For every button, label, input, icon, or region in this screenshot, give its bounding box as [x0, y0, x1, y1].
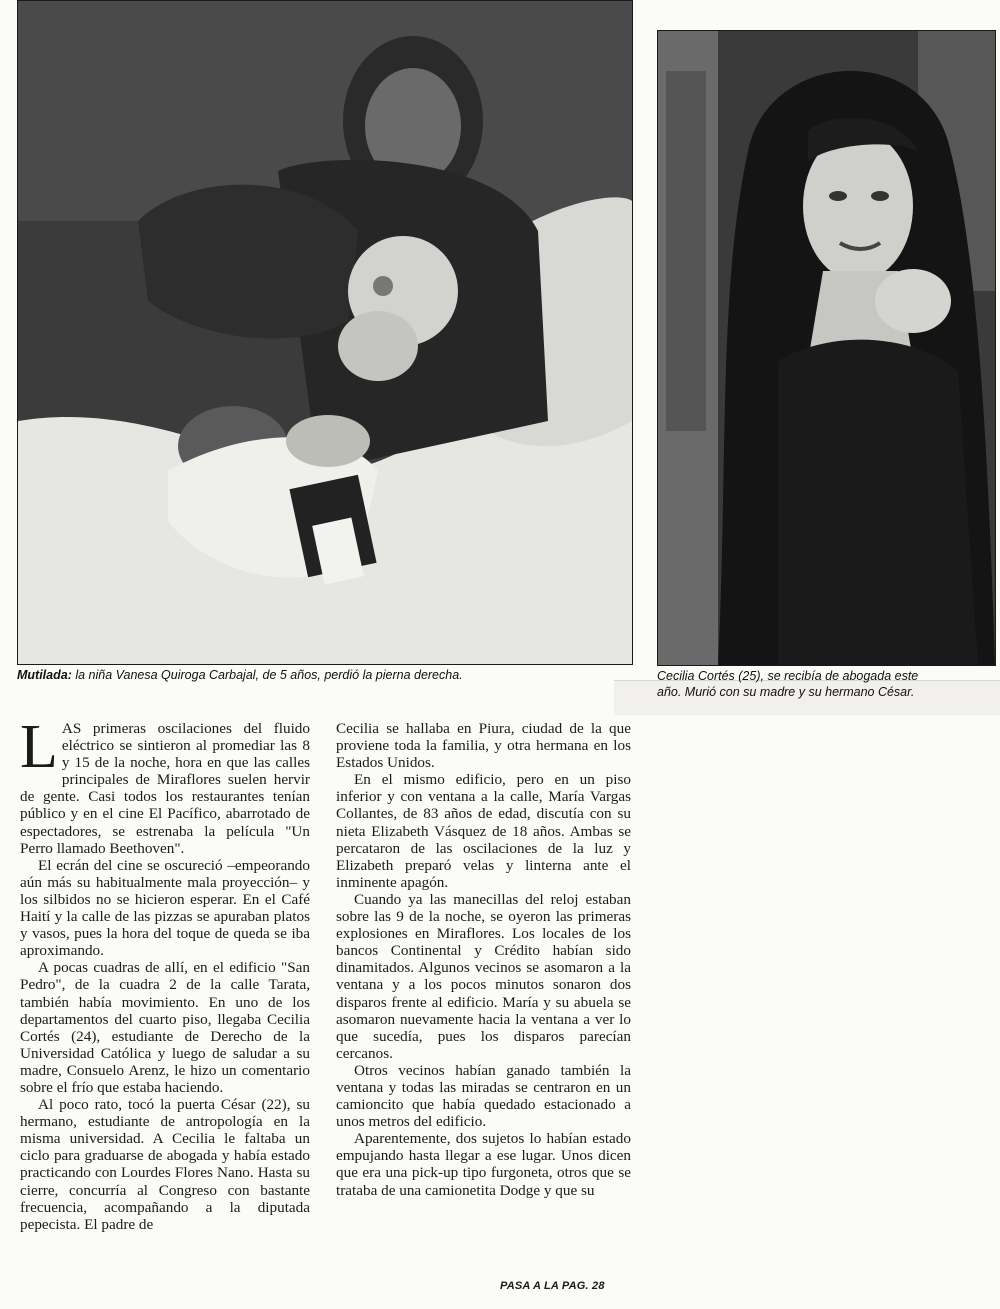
article-paragraph: El ecrán del cine se oscureció –empeorando aún más su habitualmente mala proyección– y los silbidos no se hicieron esperar. En el Café Haití y la calle de las pizzas se apuraban platos y vasos, pues la hora del toque de queda se iba aproximando. — [20, 856, 310, 960]
article-paragraph — [20, 713, 310, 857]
dropcap-letter: L — [20, 713, 58, 781]
caption-right-line2: año. Murió con su madre y su hermano César. — [657, 685, 915, 699]
photo-cecilia-cortes-image — [658, 31, 995, 665]
article-column-2 — [336, 720, 631, 1199]
article-paragraph: Otros vecinos habían ganado también la ventana y todas las miradas se centraron en un camioncito que había quedado estacionado a unos metros del edificio. — [336, 1061, 631, 1131]
photo-girl-hospital — [17, 0, 633, 665]
photo-girl-hospital-image — [18, 1, 632, 664]
article-paragraph: Cuando ya las manecillas del reloj estaban sobre las 9 de la noche, se oyeron las primeras explosiones en Miraflores. Los locales de los bancos Continental y Crédito habían sido dinamitados. Algunos vecinos se asomaron a la ventana y a los pocos minutos sonaron dos disparos frente al edificio. María y su abuela se asomaron nuevamente hacia la ventana a ver lo que sucedía, pues los disparos parecían cercanos. — [336, 890, 631, 1062]
article-paragraph: Al poco rato, tocó la puerta César (22), su hermano, estudiante de antropología en la misma universidad. A Cecilia le faltaba un ciclo para graduarse de abogada y había estado practicando con Lourdes Flores Nano. Hasta su cierre, concurría al Congreso con bastante frecuencia, acompañando a la diputada pepecista. El padre de — [20, 1096, 310, 1233]
continued-on-page: PASA A LA PAG. 28 — [500, 1280, 605, 1292]
caption-left-photo — [17, 667, 631, 683]
caption-left-text: la niña Vanesa Quiroga Carbajal, de 5 años, perdió la pierna derecha. — [75, 668, 463, 682]
article-paragraph: En el mismo edificio, pero en un piso inferior y con ventana a la calle, María Vargas Collantes, de 83 años de edad, discutía con su nieta Elizabeth Vásquez de 18 años. Ambas se percataron de las oscilaciones de la luz y Elizabeth preparó velas y linterna ante el inminente apagón. — [336, 771, 631, 891]
article-paragraph-text: AS primeras oscilaciones del fluido eléctrico se sintieron al promediar las 8 y 15 de la noche, hora en que las calles principales de Miraflores suelen hervir de gente. Casi todos los restaurantes tenían público y en el cine El Pacífico, abarrotado de espectadores, se estrenaba la película "Un Perro llamado Beethoven". — [20, 720, 310, 857]
caption-right-line1: Cecilia Cortés (25), se recibía de abogada este — [657, 669, 919, 683]
article-paragraph: Cecilia se hallaba en Piura, ciudad de la que proviene toda la familia, y otra hermana en los Estados Unidos. — [336, 720, 631, 772]
article-column-1 — [20, 713, 310, 1233]
caption-left-lead: Mutilada: — [17, 668, 72, 682]
photo-cecilia-cortes — [657, 30, 996, 666]
article-paragraph: Aparentemente, dos sujetos lo habían estado empujando hasta llegar a ese lugar. Unos dicen que era una pick-up tipo furgoneta, otros que se trataba de una camionetita Dodge y que su — [336, 1130, 631, 1199]
caption-right-photo — [657, 668, 957, 700]
article-paragraph: A pocas cuadras de allí, en el edificio "San Pedro", de la cuadra 2 de la calle Tarata, también había movimiento. En uno de los departamentos del cuarto piso, llegaba Cecilia Cortés (24), estudiante de Derecho de la Universidad Católica y luego de saludar a su madre, Consuelo Arenz, le hizo un comentario sobre el frío que estaba haciendo. — [20, 959, 310, 1096]
